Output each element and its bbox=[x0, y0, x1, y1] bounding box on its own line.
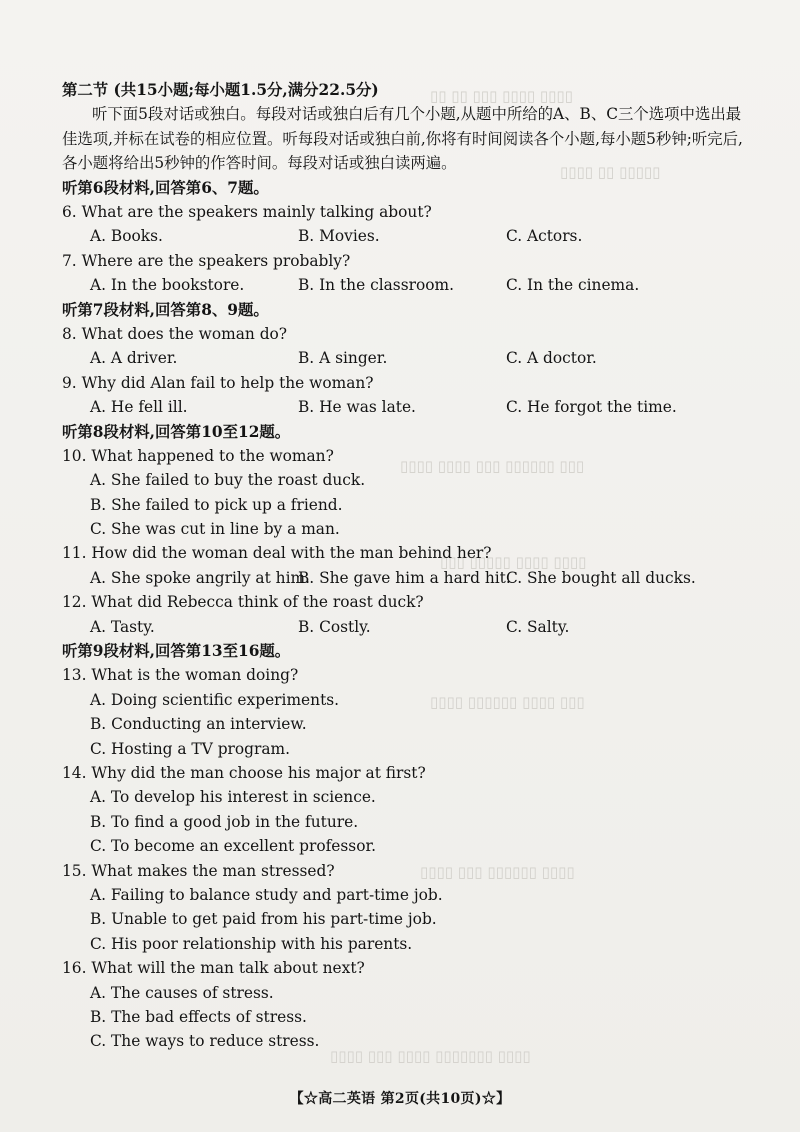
options-row bbox=[62, 395, 752, 419]
bleed-through-texture: ▯▯▯▯ ▯▯▯▯ ▯▯▯ ▯▯▯▯▯▯ ▯▯▯ bbox=[400, 457, 585, 475]
answer-option-c: C. He forgot the time. bbox=[506, 398, 677, 417]
answer-option-c: C. Salty. bbox=[506, 617, 570, 636]
answer-option-c: C. To become an excellent professor. bbox=[90, 837, 377, 856]
answer-option-a: A. Doing scientific experiments. bbox=[90, 690, 340, 709]
question-stem: 13. What is the woman doing? bbox=[62, 666, 299, 685]
section-title: 第二节 (共15小题;每小题1.5分,满分22.5分) bbox=[62, 81, 379, 99]
answer-option-c: C. Actors. bbox=[506, 227, 583, 246]
answer-option-c: C. His poor relationship with his parents. bbox=[90, 934, 413, 953]
answer-option-b: B. In the classroom. bbox=[298, 276, 454, 295]
options-row bbox=[62, 273, 752, 297]
group-header: 听第6段材料,回答第6、7题。 bbox=[62, 178, 269, 197]
answer-option-b: B. Costly. bbox=[298, 617, 371, 636]
options-row bbox=[62, 346, 752, 370]
question-groups bbox=[62, 176, 752, 1054]
question-stem: 11. How did the woman deal with the man behind her? bbox=[62, 544, 492, 563]
bleed-through-texture: ▯▯ ▯▯ ▯▯▯ ▯▯▯▯ ▯▯▯▯ bbox=[430, 87, 573, 105]
answer-option-a: A. Books. bbox=[90, 227, 163, 246]
question-stem: 16. What will the man talk about next? bbox=[62, 959, 365, 978]
options-row bbox=[62, 224, 752, 248]
group-header: 听第9段材料,回答第13至16题。 bbox=[62, 642, 291, 661]
question-stem: 9. Why did Alan fail to help the woman? bbox=[62, 373, 374, 392]
answer-option-b: B. He was late. bbox=[298, 398, 416, 417]
question-stem: 10. What happened to the woman? bbox=[62, 446, 334, 465]
listening-section bbox=[62, 78, 752, 1054]
answer-option-b: B. Movies. bbox=[298, 227, 380, 246]
answer-option-c: C. She bought all ducks. bbox=[506, 568, 696, 587]
answer-option-c: C. A doctor. bbox=[506, 349, 597, 368]
answer-option-c: C. In the cinema. bbox=[506, 276, 640, 295]
answer-option-a: A. The causes of stress. bbox=[90, 983, 274, 1002]
answer-option-b: B. She gave him a hard hit. bbox=[298, 568, 511, 587]
answer-option-a: A. A driver. bbox=[90, 349, 178, 368]
bleed-through-texture: ▯▯▯▯ ▯▯▯ ▯▯▯▯▯▯ ▯▯▯▯ bbox=[420, 863, 575, 881]
bleed-through-texture: ▯▯▯▯ ▯▯▯▯▯▯ ▯▯▯▯ ▯▯▯ bbox=[430, 693, 585, 711]
group-header: 听第7段材料,回答第8、9题。 bbox=[62, 300, 269, 319]
answer-option-a: A. He fell ill. bbox=[90, 398, 188, 417]
question-stem: 7. Where are the speakers probably? bbox=[62, 251, 351, 270]
group-header: 听第8段材料,回答第10至12题。 bbox=[62, 422, 291, 441]
bleed-through-texture: ▯▯▯▯ ▯▯ ▯▯▯▯▯ bbox=[560, 163, 661, 181]
options-row bbox=[62, 615, 752, 639]
question-stem: 12. What did Rebecca think of the roast duck? bbox=[62, 593, 424, 612]
answer-option-a: A. She failed to buy the roast duck. bbox=[90, 471, 366, 490]
page-footer: 【☆高二英语 第2页(共10页)☆】 bbox=[289, 1091, 511, 1107]
answer-option-b: B. A singer. bbox=[298, 349, 388, 368]
answer-option-c: C. The ways to reduce stress. bbox=[90, 1032, 320, 1051]
options-row bbox=[62, 566, 752, 590]
question-stem: 15. What makes the man stressed? bbox=[62, 861, 335, 880]
question-stem: 14. Why did the man choose his major at first? bbox=[62, 763, 426, 782]
answer-option-a: A. Tasty. bbox=[90, 617, 155, 636]
answer-option-b: B. Conducting an interview. bbox=[90, 715, 307, 734]
answer-option-b: B. The bad effects of stress. bbox=[90, 1007, 307, 1026]
answer-option-b: B. Unable to get paid from his part-time job. bbox=[90, 910, 437, 929]
answer-option-a: A. Failing to balance study and part-time job. bbox=[90, 885, 443, 904]
question-stem: 8. What does the woman do? bbox=[62, 324, 288, 343]
answer-option-b: B. She failed to pick up a friend. bbox=[90, 495, 343, 514]
answer-option-b: B. To find a good job in the future. bbox=[90, 812, 359, 831]
answer-option-c: C. Hosting a TV program. bbox=[90, 739, 291, 758]
section-instructions: 听下面5段对话或独白。每段对话或独白后有几个小题,从题中所给的A、B、C三个选项中选出最佳选项,并标在试卷的相应位置。听每段对话或独白前,你将有时间阅读各个小题,每小题5秒钟;听完后,各小题将给出5秒钟的作答时间。每段对话或独白读两遍。 bbox=[62, 105, 743, 173]
answer-option-a: A. In the bookstore. bbox=[90, 276, 245, 295]
answer-option-c: C. She was cut in line by a man. bbox=[90, 520, 340, 539]
answer-option-a: A. She spoke angrily at him. bbox=[90, 568, 311, 587]
answer-option-a: A. To develop his interest in science. bbox=[90, 788, 376, 807]
bleed-through-texture: ▯▯▯ ▯▯▯▯▯ ▯▯▯▯ ▯▯▯▯ bbox=[440, 553, 587, 571]
bleed-through-texture: ▯▯▯▯ ▯▯▯ ▯▯▯▯ ▯▯▯▯▯▯▯ ▯▯▯▯ bbox=[330, 1047, 531, 1065]
question-stem: 6. What are the speakers mainly talking about? bbox=[62, 203, 432, 221]
